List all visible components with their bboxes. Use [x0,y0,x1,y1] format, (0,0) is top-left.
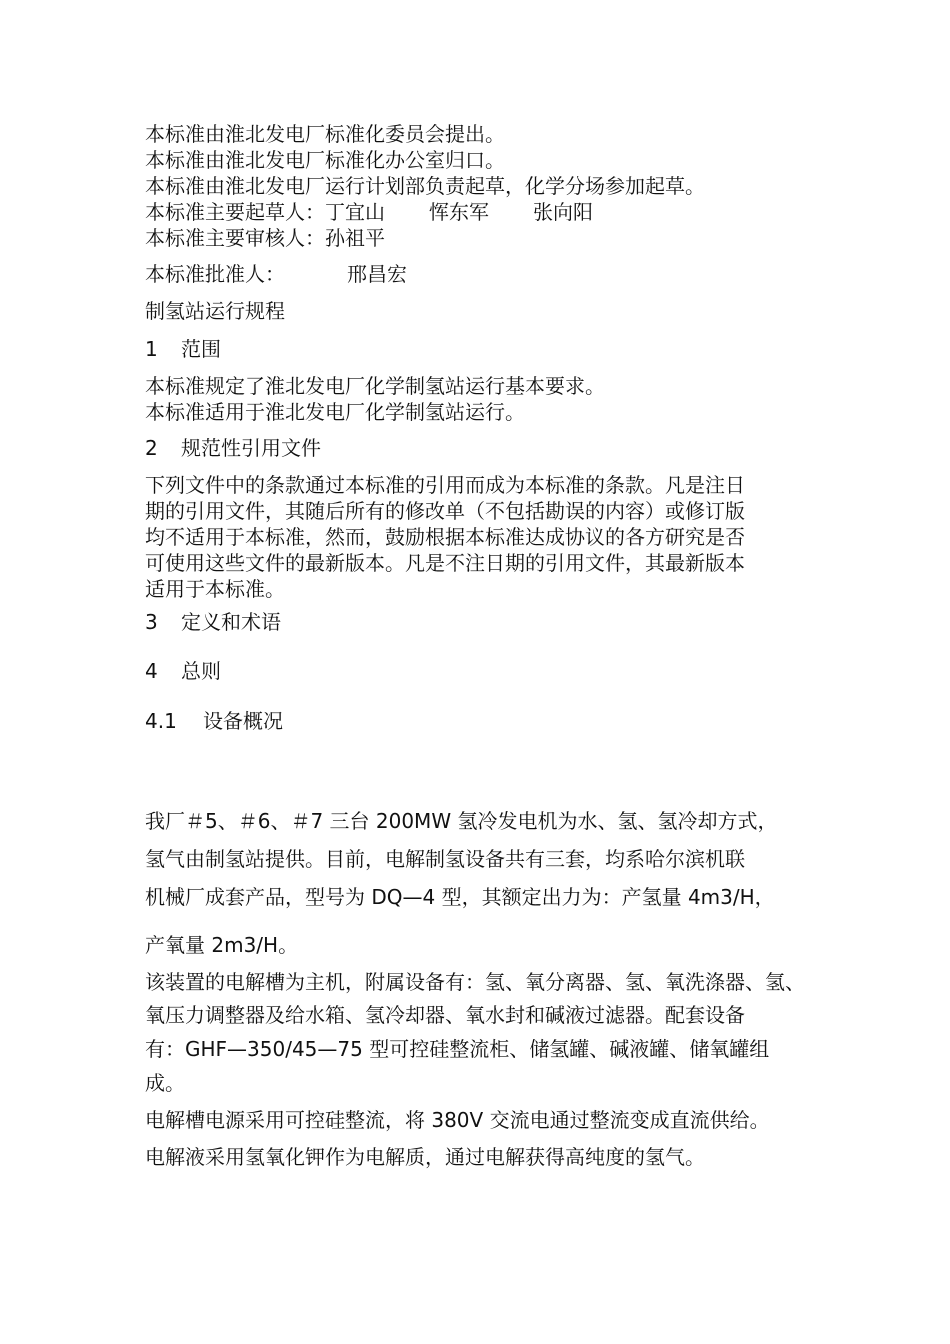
scope-line: 本标准规定了淮北发电厂化学制氢站运行基本要求。 [145,374,605,398]
drafter-name: 丁宜山 [325,200,385,224]
approver-label: 本标准批准人： [145,262,285,286]
approver-name: 邢昌宏 [347,262,407,286]
section-title: 定义和术语 [181,610,281,634]
section-number: 1 [145,337,158,361]
body-line: 氧压力调整器及给水箱、氢冷却器、氧水封和碱液过滤器。配套设备 [145,1003,745,1027]
body-line: 有：GHF—350/45—75 型可控硅整流柜、储氢罐、碱液罐、储氧罐组 [145,1037,770,1061]
section-number: 2 [145,436,158,460]
reviewer-name: 孙祖平 [325,226,385,250]
drafters-label: 本标准主要起草人： [145,200,325,224]
scope-line: 本标准适用于淮北发电厂化学制氢站运行。 [145,400,525,424]
body-line: 我厂＃5、＃6、＃7 三台 200MW 氢冷发电机为水、氢、氢冷却方式， [145,809,778,833]
document-title: 制氢站运行规程 [145,299,285,323]
body-line: 机械厂成套产品，型号为 DQ—4 型，其额定出力为：产氢量 4m3/H， [145,885,775,909]
body-line: 产氧量 2m3/H。 [145,933,299,957]
section-heading-1 [145,336,221,362]
drafting-unit-line: 本标准由淮北发电厂运行计划部负责起草，化学分场参加起草。 [145,174,705,198]
section-title: 规范性引用文件 [181,436,321,460]
body-line: 氢气由制氢站提供。目前，电解制氢设备共有三套，均系哈尔滨机联 [145,847,745,871]
section-title: 范围 [181,337,221,361]
drafter-name: 恽东军 [429,200,489,224]
section-heading-3 [145,609,281,635]
paragraph-line: 可使用这些文件的最新版本。凡是不注日期的引用文件，其最新版本 [145,551,745,575]
section-number: 3 [145,610,158,634]
paragraph-line: 下列文件中的条款通过本标准的引用而成为本标准的条款。凡是注日 [145,473,745,497]
paragraph-line: 适用于本标准。 [145,577,285,601]
section-1-body [145,373,845,425]
section-number: 4 [145,659,158,683]
reviewer-line [145,225,845,251]
section-title: 设备概况 [203,709,283,733]
body-line: 该装置的电解槽为主机，附属设备有：氢、氧分离器、氢、氧洗涤器、氢、 [145,970,805,994]
section-2-body [145,472,845,602]
approver-line [145,261,407,287]
section-heading-4 [145,658,221,684]
body-line: 成。 [145,1071,185,1095]
reviewer-label: 本标准主要审核人： [145,226,325,250]
body-line: 电解槽电源采用可控硅整流，将 380V 交流电通过整流变成直流供给。 [145,1108,770,1132]
paragraph-line: 期的引用文件，其随后所有的修改单（不包括勘误的内容）或修订版 [145,499,745,523]
paragraph-line: 均不适用于本标准，然而，鼓励根据本标准达成协议的各方研究是否 [145,525,745,549]
administrator-line: 本标准由淮北发电厂标准化办公室归口。 [145,148,505,172]
section-number: 4.1 [145,709,177,733]
section-heading-2 [145,435,321,461]
proposer-line: 本标准由淮北发电厂标准化委员会提出。 [145,122,505,146]
body-line: 电解液采用氢氧化钾作为电解质，通过电解获得高纯度的氢气。 [145,1145,705,1169]
drafter-name: 张向阳 [533,200,593,224]
section-heading-4-1 [145,708,283,734]
section-title: 总则 [181,659,221,683]
drafters-line [145,199,845,225]
front-matter [145,121,845,251]
